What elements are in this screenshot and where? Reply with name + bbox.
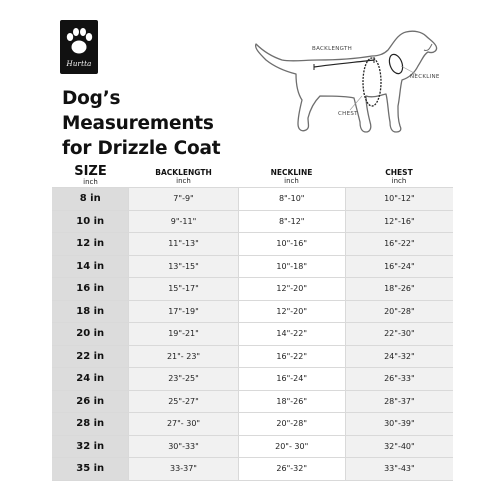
header-backlength: BACKLENGTH inch <box>155 168 212 185</box>
neckline-cell: 16"-24" <box>238 368 345 390</box>
table-row <box>52 232 453 255</box>
size-cell: 12 in <box>52 233 128 255</box>
chest-cell: 16"-24" <box>345 256 453 278</box>
dog-measurement-diagram <box>248 22 448 140</box>
size-cell: 8 in <box>52 188 128 210</box>
table-row <box>52 390 453 413</box>
table-body <box>52 187 453 481</box>
backlength-cell: 33-37" <box>128 458 237 480</box>
backlength-cell: 25"-27" <box>128 391 237 413</box>
neckline-cell: 8"-10" <box>238 188 345 210</box>
size-cell: 22 in <box>52 346 128 368</box>
page-title <box>62 86 262 161</box>
size-cell: 32 in <box>52 436 128 458</box>
backlength-cell: 11"-13" <box>128 233 237 255</box>
backlength-cell: 19"-21" <box>128 323 237 345</box>
chest-cell: 30"-39" <box>345 413 453 435</box>
header-size: SIZE inch <box>74 164 107 186</box>
table-row <box>52 210 453 233</box>
table-row <box>52 457 453 481</box>
backlength-cell: 21"- 23" <box>128 346 237 368</box>
backlength-label: BACKLENGTH <box>312 46 353 52</box>
size-cell: 10 in <box>52 211 128 233</box>
title-line-2: for Drizzle Coat <box>62 138 221 159</box>
size-cell: 14 in <box>52 256 128 278</box>
table-row <box>52 277 453 300</box>
header-neckline: NECKLINE inch <box>270 168 313 185</box>
neckline-cell: 12"-20" <box>238 278 345 300</box>
table-header <box>52 163 453 187</box>
chest-cell: 22"-30" <box>345 323 453 345</box>
backlength-cell: 15"-17" <box>128 278 237 300</box>
backlength-cell: 17"-19" <box>128 301 237 323</box>
size-cell: 20 in <box>52 323 128 345</box>
table-row <box>52 412 453 435</box>
chest-cell: 20"-28" <box>345 301 453 323</box>
backlength-cell: 23"-25" <box>128 368 237 390</box>
size-cell: 16 in <box>52 278 128 300</box>
size-cell: 18 in <box>52 301 128 323</box>
neckline-cell: 18"-26" <box>238 391 345 413</box>
backlength-cell: 30"-33" <box>128 436 237 458</box>
neckline-cell: 14"-22" <box>238 323 345 345</box>
header-chest: CHEST inch <box>385 168 413 185</box>
size-chart-table <box>52 163 453 481</box>
table-row <box>52 435 453 458</box>
chest-cell: 10"-12" <box>345 188 453 210</box>
table-row <box>52 187 453 210</box>
size-cell: 28 in <box>52 413 128 435</box>
size-cell: 26 in <box>52 391 128 413</box>
backlength-cell: 7"-9" <box>128 188 237 210</box>
neckline-cell: 8"-12" <box>238 211 345 233</box>
dog-silhouette-icon <box>248 22 448 140</box>
chest-cell: 28"-37" <box>345 391 453 413</box>
chest-label: CHEST <box>338 111 358 117</box>
backlength-cell: 13"-15" <box>128 256 237 278</box>
brand-name: Hurtta <box>66 60 92 68</box>
chest-cell: 18"-26" <box>345 278 453 300</box>
neckline-cell: 12"-20" <box>238 301 345 323</box>
backlength-cell: 9"-11" <box>128 211 237 233</box>
size-cell: 24 in <box>52 368 128 390</box>
neckline-label: NECKLINE <box>410 74 440 80</box>
neckline-cell: 20"-28" <box>238 413 345 435</box>
table-row <box>52 345 453 368</box>
neckline-cell: 16"-22" <box>238 346 345 368</box>
backlength-cell: 27"- 30" <box>128 413 237 435</box>
chest-cell: 33"-43" <box>345 458 453 480</box>
table-row <box>52 322 453 345</box>
title-line-1: Dog’s Measurements <box>62 88 214 134</box>
chest-cell: 12"-16" <box>345 211 453 233</box>
brand-logo <box>60 20 98 74</box>
size-cell: 35 in <box>52 458 128 480</box>
table-row <box>52 255 453 278</box>
table-row <box>52 300 453 323</box>
chest-cell: 16"-22" <box>345 233 453 255</box>
table-row <box>52 367 453 390</box>
neckline-cell: 10"-16" <box>238 233 345 255</box>
chest-cell: 32"-40" <box>345 436 453 458</box>
chest-cell: 24"-32" <box>345 346 453 368</box>
chest-cell: 26"-33" <box>345 368 453 390</box>
neckline-cell: 26"-32" <box>238 458 345 480</box>
neckline-cell: 10"-18" <box>238 256 345 278</box>
neckline-cell: 20"- 30" <box>238 436 345 458</box>
